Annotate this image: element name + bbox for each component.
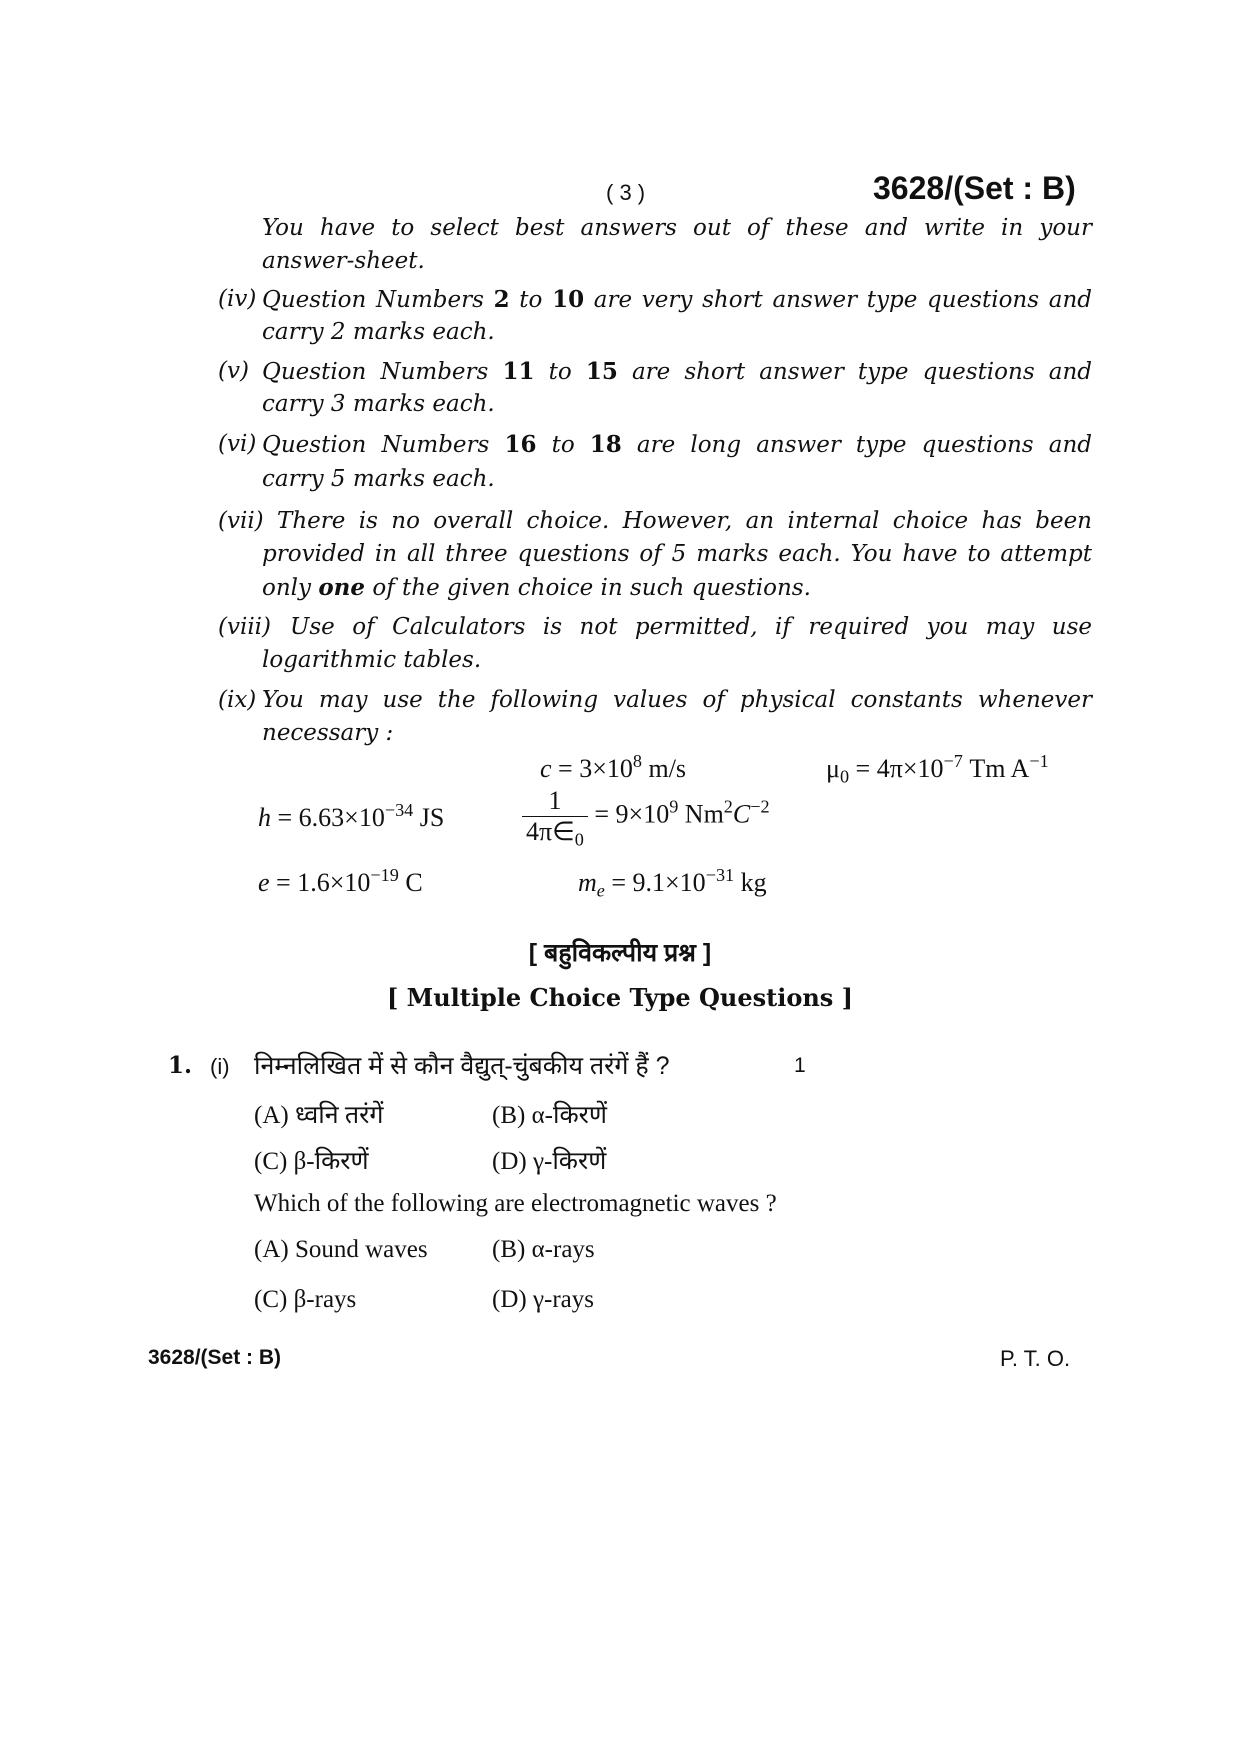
- instruction-vi-line2: carry 5 marks each.: [262, 466, 495, 492]
- symbol-mu: μ: [826, 754, 840, 783]
- instruction-marker-vi: (vi): [218, 431, 257, 457]
- instruction-v-line2: carry 3 marks each.: [262, 391, 495, 417]
- constant-electron-mass: [578, 865, 767, 901]
- instruction-marker-v: (v): [218, 358, 249, 384]
- english-option-d[interactable]: (D) γ-rays: [492, 1286, 594, 1313]
- question-range-end: 15: [585, 358, 618, 385]
- instruction-continuation-line2: answer-sheet.: [262, 248, 425, 274]
- unit-exponent: −2: [750, 796, 770, 817]
- hindi-option-b[interactable]: (B) α-किरणें: [492, 1102, 607, 1129]
- symbol-h: h: [258, 803, 271, 832]
- constant-electron-charge: [258, 865, 423, 898]
- instruction-marker-ix: (ix): [218, 687, 257, 713]
- question-number: 1.: [168, 1052, 193, 1079]
- english-option-c[interactable]: (C) β-rays: [254, 1286, 357, 1313]
- value: = 4π×10: [849, 754, 944, 783]
- english-option-b[interactable]: (B) α-rays: [492, 1236, 595, 1263]
- question-range-start: 2: [493, 286, 510, 313]
- instruction-continuation-line1: You have to select best answers out of these and write in your: [262, 215, 1092, 241]
- constant-permeability: [826, 751, 1049, 787]
- exponent: 8: [632, 751, 642, 771]
- unit-c: C: [732, 799, 751, 829]
- please-turn-over: P. T. O.: [1000, 1346, 1071, 1371]
- hindi-option-d[interactable]: (D) γ-किरणें: [492, 1148, 607, 1175]
- question-range-start: 11: [502, 358, 535, 385]
- question-range-end: 10: [552, 286, 585, 313]
- text-span: to: [536, 432, 590, 458]
- paper-code-header: 3628/(Set : B): [873, 170, 1076, 206]
- instruction-ix-line2: necessary :: [262, 720, 394, 746]
- hindi-option-c[interactable]: (C) β-किरणें: [254, 1148, 369, 1175]
- question-range-start: 16: [504, 431, 537, 458]
- text-span: Question Numbers: [262, 359, 503, 385]
- emphasis-one: one: [318, 574, 366, 601]
- subscript: 0: [574, 829, 584, 850]
- question-range-end: 18: [589, 431, 622, 458]
- exponent: 9: [669, 796, 679, 817]
- symbol-c: c: [540, 754, 552, 783]
- subscript: e: [596, 880, 605, 901]
- exponent: −31: [705, 865, 735, 885]
- question-marks: 1: [794, 1054, 806, 1077]
- text-span: are very short answer type questions and: [584, 287, 1092, 313]
- text-span: are long answer type questions and: [621, 432, 1092, 458]
- unit-exponent: 2: [723, 796, 733, 817]
- symbol-m: m: [578, 868, 597, 897]
- instruction-vii-line2: provided in all three questions of 5 marks each. You have to attempt: [262, 541, 1092, 567]
- text-span: are short answer type questions and: [617, 359, 1092, 385]
- instruction-iv-line1: [262, 283, 1092, 317]
- value: = 1.6×10: [269, 868, 371, 897]
- question-text-english: Which of the following are electromagnetic waves ?: [254, 1190, 777, 1217]
- unit: JS: [413, 803, 445, 832]
- subscript: 0: [839, 766, 850, 787]
- constant-speed-of-light: [540, 751, 687, 784]
- question-text-hindi: निम्नलिखित में से कौन वैद्युत्-चुंबकीय तरंगें हैं ?: [254, 1052, 670, 1080]
- unit: kg: [734, 868, 767, 897]
- text-span: to: [534, 359, 586, 385]
- unit-exponent: −1: [1029, 751, 1049, 771]
- value: = 9×10: [587, 799, 670, 829]
- exponent: −34: [384, 800, 414, 820]
- text-span: of the given choice in such questions.: [365, 575, 811, 601]
- value: = 6.63×10: [271, 803, 385, 832]
- exponent: −7: [943, 751, 963, 771]
- paper-code-footer: 3628/(Set : B): [148, 1346, 282, 1369]
- constant-planck: [258, 800, 445, 833]
- fraction-denominator: [522, 817, 588, 850]
- instruction-iv-line2: carry 2 marks each.: [262, 319, 495, 345]
- instruction-marker-iv: (iv): [218, 286, 257, 312]
- exponent: −19: [370, 865, 399, 885]
- unit: m/s: [641, 754, 687, 783]
- instruction-v-line1: [262, 355, 1092, 389]
- instruction-viii-line2: logarithmic tables.: [262, 647, 482, 673]
- instruction-viii-line1: Use of Calculators is not permitted, if required you may use: [290, 614, 1092, 640]
- instruction-marker-viii: (viii): [218, 614, 272, 640]
- instruction-marker-vii: (vii): [218, 508, 264, 534]
- instruction-vii-line1: There is no overall choice. However, an internal choice has been: [277, 508, 1092, 534]
- section-heading-english: [ Multiple Choice Type Questions ]: [386, 983, 854, 1012]
- text-span: only: [262, 575, 319, 601]
- text-span: Question Numbers: [262, 287, 494, 313]
- fraction-numerator: 1: [522, 786, 588, 817]
- text-span: Question Numbers: [262, 432, 505, 458]
- instruction-vi-line1: [262, 428, 1092, 462]
- constant-coulomb: [522, 786, 770, 850]
- question-part: (i): [210, 1054, 230, 1079]
- value: = 9.1×10: [604, 868, 706, 897]
- unit: Tm A: [962, 754, 1030, 783]
- value: = 3×10: [551, 754, 633, 783]
- text-span: to: [509, 287, 553, 313]
- page-number: ( 3 ): [606, 180, 646, 205]
- instruction-ix-line1: You may use the following values of physical constants whenever: [262, 687, 1092, 713]
- hindi-option-a[interactable]: (A) ध्वनि तरंगें: [254, 1102, 384, 1129]
- section-heading-hindi: [ बहुविकल्पीय प्रश्न ]: [528, 939, 712, 967]
- denominator-text: 4π∈: [526, 817, 575, 846]
- english-option-a[interactable]: (A) Sound waves: [254, 1236, 428, 1263]
- symbol-e: e: [258, 868, 270, 897]
- unit: Nm: [678, 799, 724, 829]
- coulomb-fraction: [522, 786, 588, 850]
- unit: C: [398, 868, 423, 897]
- instruction-vii-line3: [262, 571, 811, 605]
